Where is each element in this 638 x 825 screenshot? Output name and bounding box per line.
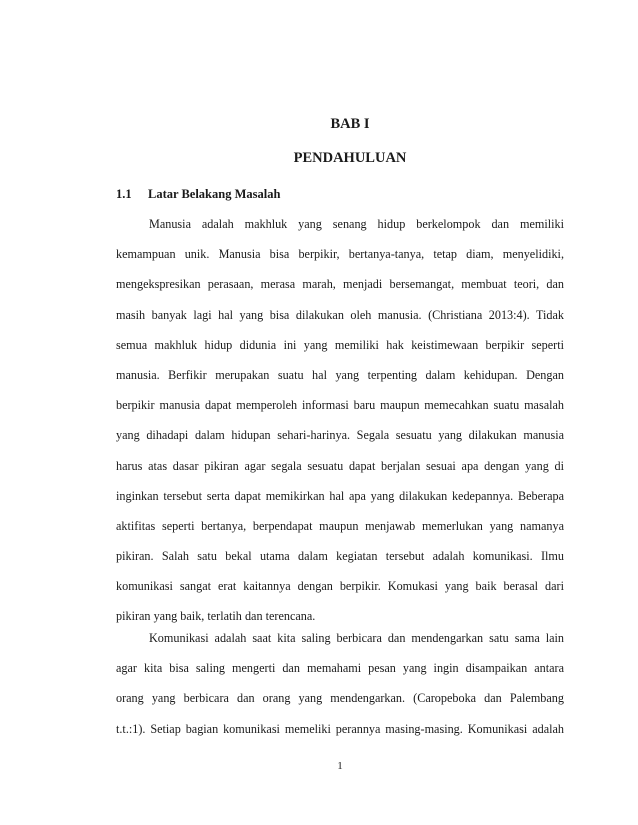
text-line: mengekspresikan perasaan, merasa marah, menjadi bersemangat, membuat teori, dan <box>116 277 564 292</box>
text-line: berpikir manusia dapat memperoleh informasi baru maupun memecahkan suatu masalah <box>116 398 564 413</box>
text-line: masih banyak lagi hal yang bisa dilakukan oleh manusia. (Christiana 2013:4). Tidak <box>116 307 564 322</box>
section-number: 1.1 <box>116 187 132 201</box>
page-number: 1 <box>337 760 343 772</box>
text-line: pikiran. Salah satu bekal utama dalam kegiatan tersebut adalah komunikasi. Ilmu <box>116 549 564 564</box>
text-line: Komunikasi adalah saat kita saling berbicara dan mendengarkan satu sama lain <box>149 631 564 645</box>
chapter-number: BAB I <box>330 116 370 132</box>
text-line: agar kita bisa saling mengerti dan memahami pesan yang ingin disampaikan antara <box>116 661 564 676</box>
text-line: yang dihadapi dalam hidupan sehari-harinya. Segala sesuatu yang dilakukan manusia <box>116 428 564 443</box>
paragraph-1 <box>116 209 564 632</box>
text-line: harus atas dasar pikiran agar segala sesuatu dapat berjalan sesuai apa dengan yang di <box>116 458 564 473</box>
text-line: manusia. Berfikir merupakan suatu hal yang terpenting dalam kehidupan. Dengan <box>116 367 564 382</box>
section-title: Latar Belakang Masalah <box>148 187 281 201</box>
text-line: semua makhluk hidup didunia ini yang memiliki hak keistimewaan berpikir seperti <box>116 337 564 352</box>
text-line: pikiran yang baik, terlatih dan terencana. <box>116 609 316 624</box>
text-line: kemampuan unik. Manusia bisa berpikir, bertanya-tanya, tetap diam, menyelidiki, <box>116 247 564 262</box>
paragraph-2 <box>116 623 564 744</box>
text-line: t.t.:1). Setiap bagian komunikasi memeliki perannya masing-masing. Komunikasi adalah <box>116 721 564 736</box>
text-line: komunikasi sangat erat kaitannya dengan berpikir. Komukasi yang baik berasal dari <box>116 579 564 594</box>
text-line: aktifitas seperti bertanya, berpendapat maupun menjawab memerlukan yang namanya <box>116 518 564 533</box>
text-line: orang yang berbicara dan orang yang mendengarkan. (Caropeboka dan Palembang <box>116 691 564 706</box>
section-heading <box>116 187 280 202</box>
text-line: Manusia adalah makhluk yang senang hidup berkelompok dan memiliki <box>149 217 564 231</box>
text-line: inginkan tersebut serta dapat memikirkan hal apa yang dilakukan kedepannya. Beberapa <box>116 488 564 503</box>
chapter-title: PENDAHULUAN <box>293 150 407 166</box>
